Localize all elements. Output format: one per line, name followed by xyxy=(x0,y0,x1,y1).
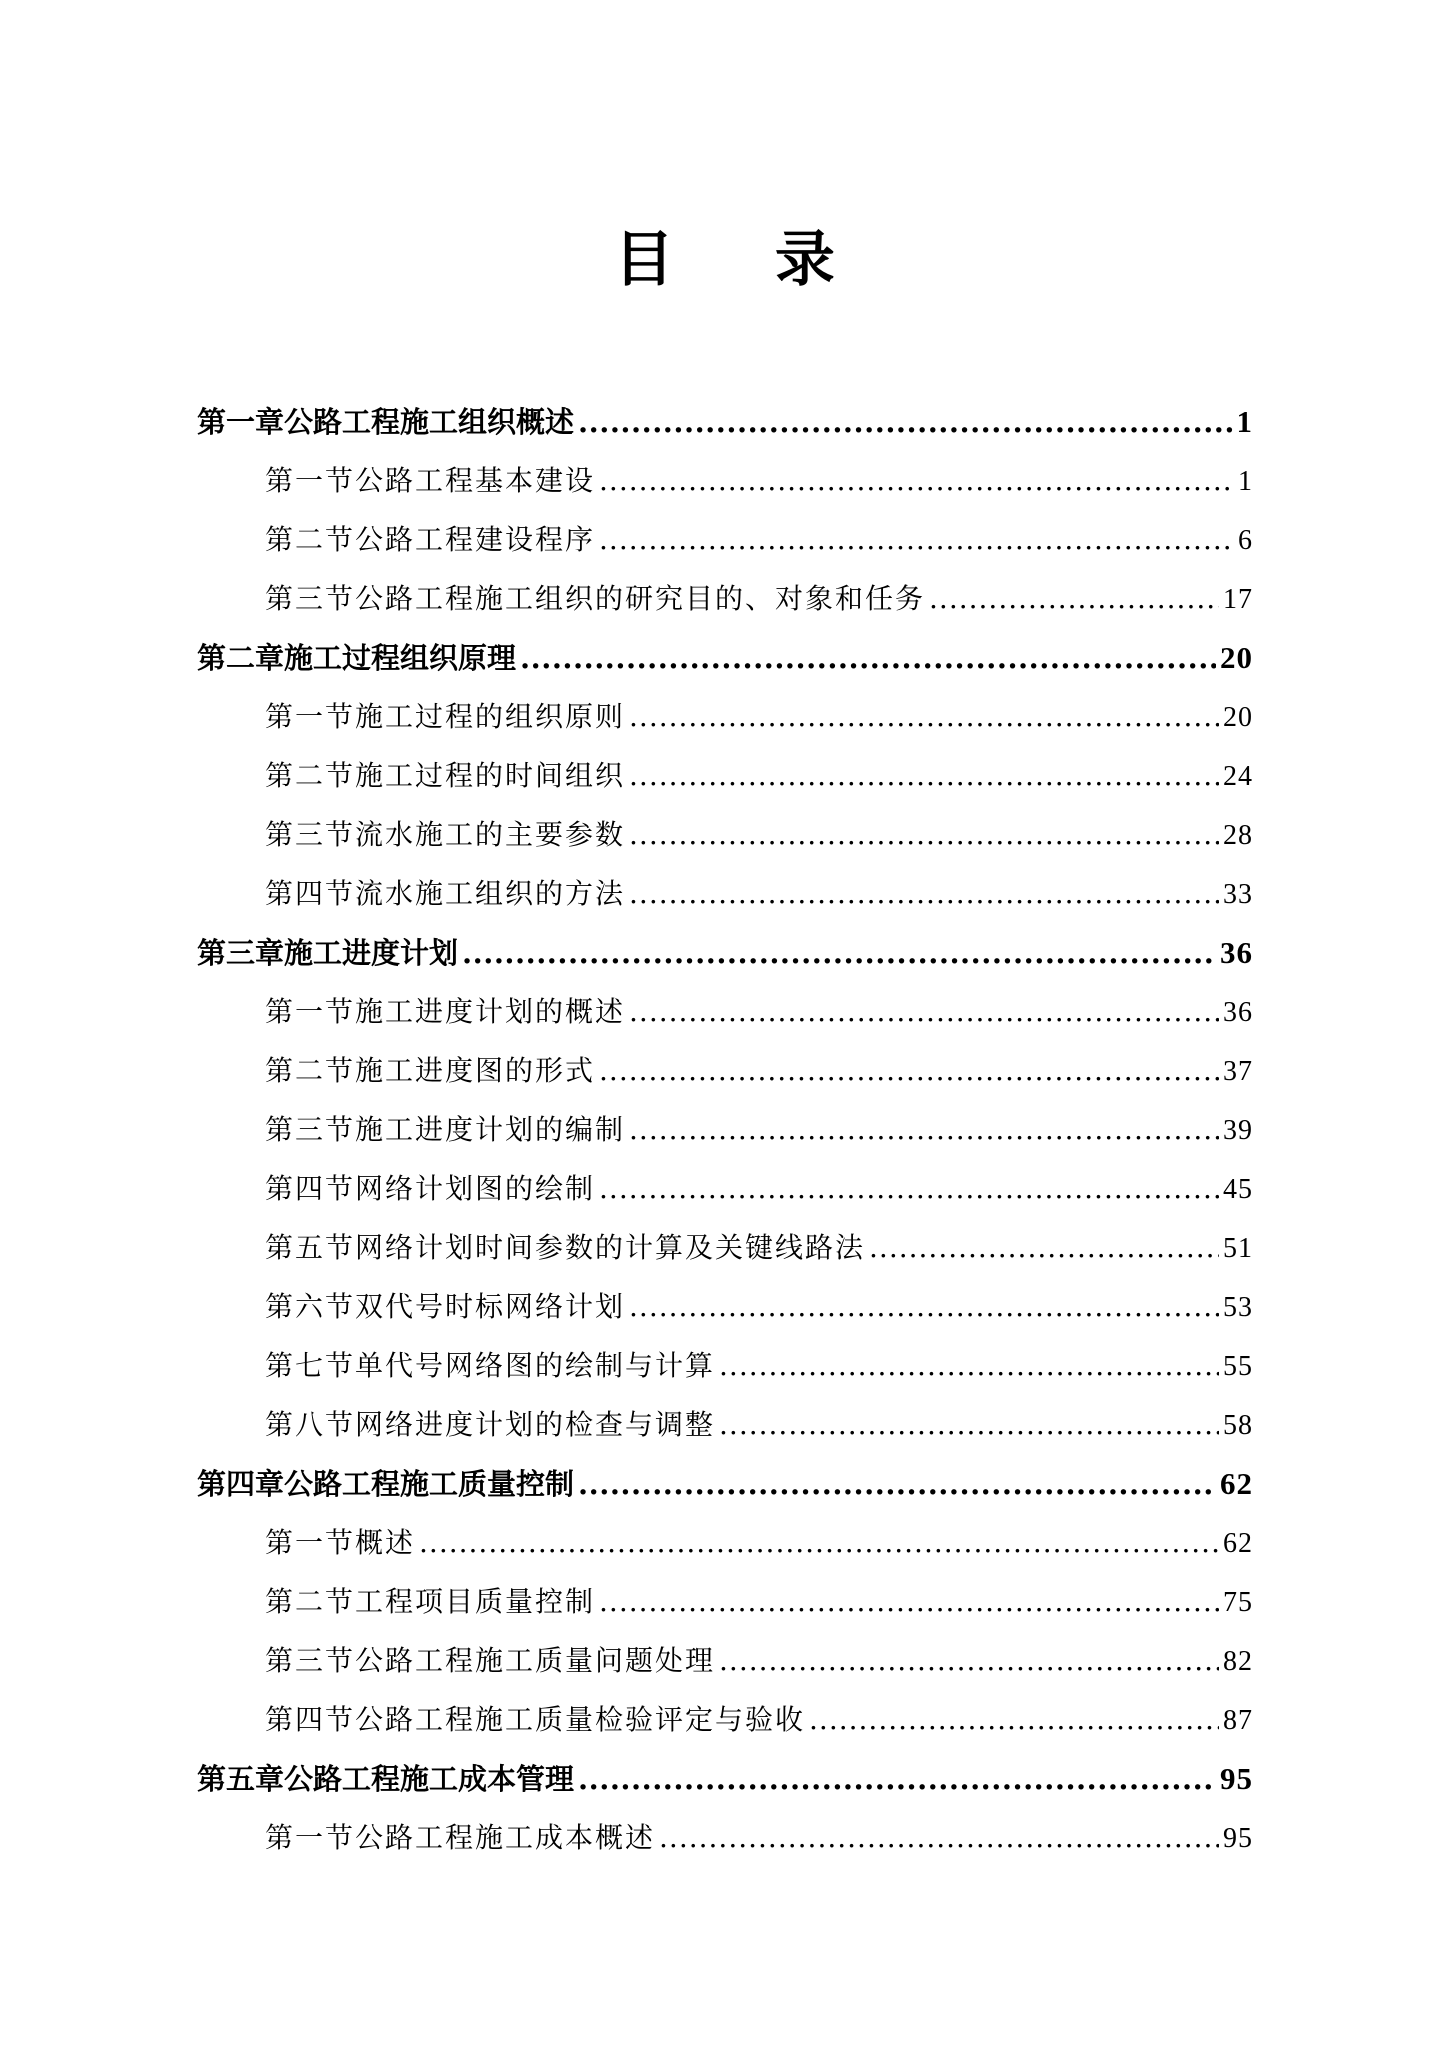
dot-leader xyxy=(462,924,1216,983)
dot-leader xyxy=(719,1395,1219,1454)
section-number: 第三节 xyxy=(265,582,356,615)
page-number: 95 xyxy=(1223,1823,1253,1854)
toc-section-entry[interactable] xyxy=(197,569,1253,628)
dot-leader xyxy=(869,1218,1219,1277)
section-title: 双代号时标网络计划 xyxy=(355,1290,626,1323)
section-title: 流水施工组织的方法 xyxy=(355,877,626,910)
section-title: 工程项目质量控制 xyxy=(355,1585,596,1618)
chapter-title: 公路工程施工质量控制 xyxy=(284,1467,575,1501)
section-title: 流水施工的主要参数 xyxy=(355,818,626,851)
dot-leader xyxy=(929,569,1219,628)
section-number: 第二节 xyxy=(265,759,356,792)
section-title: 概述 xyxy=(355,1526,416,1559)
page-number: 58 xyxy=(1223,1410,1253,1441)
page-number: 1 xyxy=(1238,466,1253,497)
page-number: 1 xyxy=(1236,404,1253,439)
toc-chapter-entry[interactable] xyxy=(197,923,1253,982)
page-number: 95 xyxy=(1220,1761,1253,1796)
page-title: 目 录 xyxy=(614,225,875,295)
dot-leader xyxy=(629,746,1219,805)
toc-section-entry[interactable] xyxy=(197,1100,1253,1159)
page-number: 20 xyxy=(1220,640,1253,675)
toc-section-entry[interactable] xyxy=(197,1572,1253,1631)
chapter-title: 公路工程施工成本管理 xyxy=(284,1762,575,1796)
section-title: 网络进度计划的检查与调整 xyxy=(355,1408,716,1441)
chapter-number: 第四章 xyxy=(197,1467,285,1501)
table-of-contents xyxy=(197,392,1253,1867)
section-title: 公路工程基本建设 xyxy=(355,464,596,497)
toc-section-entry[interactable] xyxy=(197,805,1253,864)
toc-chapter-entry[interactable] xyxy=(197,628,1253,687)
page-number: 45 xyxy=(1223,1174,1253,1205)
page-number: 62 xyxy=(1220,1466,1253,1501)
section-number: 第七节 xyxy=(265,1349,356,1382)
page-number: 6 xyxy=(1238,525,1253,556)
dot-leader xyxy=(629,864,1219,923)
chapter-number: 第五章 xyxy=(197,1762,285,1796)
dot-leader xyxy=(578,393,1232,452)
toc-section-entry[interactable] xyxy=(197,1513,1253,1572)
dot-leader xyxy=(599,510,1234,569)
page-number: 37 xyxy=(1223,1056,1253,1087)
section-number: 第八节 xyxy=(265,1408,356,1441)
section-number: 第二节 xyxy=(265,523,356,556)
section-title: 施工进度计划的概述 xyxy=(355,995,626,1028)
toc-section-entry[interactable] xyxy=(197,1395,1253,1454)
dot-leader xyxy=(629,1277,1219,1336)
toc-chapter-entry[interactable] xyxy=(197,1454,1253,1513)
dot-leader xyxy=(659,1808,1219,1867)
section-number: 第一节 xyxy=(265,700,356,733)
page-number: 24 xyxy=(1223,761,1253,792)
dot-leader xyxy=(578,1455,1216,1514)
dot-leader xyxy=(809,1690,1219,1749)
section-number: 第三节 xyxy=(265,818,356,851)
toc-section-entry[interactable] xyxy=(197,746,1253,805)
section-number: 第一节 xyxy=(265,1821,356,1854)
page-number: 33 xyxy=(1223,879,1253,910)
toc-section-entry[interactable] xyxy=(197,687,1253,746)
section-title: 公路工程施工质量检验评定与验收 xyxy=(355,1703,806,1736)
section-number: 第六节 xyxy=(265,1290,356,1323)
chapter-title: 公路工程施工组织概述 xyxy=(284,405,575,439)
section-title: 网络计划图的绘制 xyxy=(355,1172,596,1205)
dot-leader xyxy=(599,1159,1219,1218)
toc-section-entry[interactable] xyxy=(197,982,1253,1041)
toc-section-entry[interactable] xyxy=(197,1336,1253,1395)
section-number: 第二节 xyxy=(265,1054,356,1087)
dot-leader xyxy=(719,1631,1219,1690)
page-number: 20 xyxy=(1223,702,1253,733)
chapter-number: 第一章 xyxy=(197,405,285,439)
dot-leader xyxy=(629,805,1219,864)
page-number: 28 xyxy=(1223,820,1253,851)
section-number: 第四节 xyxy=(265,1172,356,1205)
page-number: 51 xyxy=(1223,1233,1253,1264)
dot-leader xyxy=(599,1572,1219,1631)
toc-section-entry[interactable] xyxy=(197,864,1253,923)
page-number: 36 xyxy=(1220,935,1253,970)
dot-leader xyxy=(629,982,1219,1041)
section-title: 公路工程施工成本概述 xyxy=(355,1821,656,1854)
toc-section-entry[interactable] xyxy=(197,1690,1253,1749)
section-title: 公路工程施工组织的研究目的、对象和任务 xyxy=(355,582,926,615)
toc-section-entry[interactable] xyxy=(197,1631,1253,1690)
page-number: 36 xyxy=(1223,997,1253,1028)
chapter-title: 施工进度计划 xyxy=(284,936,459,970)
section-number: 第三节 xyxy=(265,1644,356,1677)
page-number: 62 xyxy=(1223,1528,1253,1559)
dot-leader xyxy=(599,451,1234,510)
chapter-number: 第二章 xyxy=(197,641,285,675)
dot-leader xyxy=(520,629,1216,688)
section-number: 第五节 xyxy=(265,1231,356,1264)
dot-leader xyxy=(599,1041,1219,1100)
page-number: 82 xyxy=(1223,1646,1253,1677)
page-number: 55 xyxy=(1223,1351,1253,1382)
section-title: 单代号网络图的绘制与计算 xyxy=(355,1349,716,1382)
chapter-title: 施工过程组织原理 xyxy=(284,641,517,675)
page-number: 87 xyxy=(1223,1705,1253,1736)
toc-chapter-entry[interactable] xyxy=(197,1749,1253,1808)
section-title: 公路工程施工质量问题处理 xyxy=(355,1644,716,1677)
page-number: 39 xyxy=(1223,1115,1253,1146)
toc-section-entry[interactable] xyxy=(197,451,1253,510)
page-number: 53 xyxy=(1223,1292,1253,1323)
section-title: 施工进度计划的编制 xyxy=(355,1113,626,1146)
section-title: 公路工程建设程序 xyxy=(355,523,596,556)
page-number: 17 xyxy=(1223,584,1253,615)
section-number: 第一节 xyxy=(265,995,356,1028)
section-number: 第二节 xyxy=(265,1585,356,1618)
section-title: 施工过程的时间组织 xyxy=(355,759,626,792)
page-number: 75 xyxy=(1223,1587,1253,1618)
dot-leader xyxy=(719,1336,1219,1395)
chapter-number: 第三章 xyxy=(197,936,285,970)
section-number: 第一节 xyxy=(265,1526,356,1559)
section-number: 第四节 xyxy=(265,1703,356,1736)
dot-leader xyxy=(419,1513,1219,1572)
toc-section-entry[interactable] xyxy=(197,1159,1253,1218)
section-title: 网络计划时间参数的计算及关键线路法 xyxy=(355,1231,866,1264)
section-number: 第四节 xyxy=(265,877,356,910)
section-title: 施工过程的组织原则 xyxy=(355,700,626,733)
section-title: 施工进度图的形式 xyxy=(355,1054,596,1087)
toc-section-entry[interactable] xyxy=(197,510,1253,569)
section-number: 第三节 xyxy=(265,1113,356,1146)
section-number: 第一节 xyxy=(265,464,356,497)
toc-section-entry[interactable] xyxy=(197,1218,1253,1277)
toc-chapter-entry[interactable] xyxy=(197,392,1253,451)
toc-section-entry[interactable] xyxy=(197,1041,1253,1100)
dot-leader xyxy=(578,1750,1216,1809)
dot-leader xyxy=(629,687,1219,746)
toc-section-entry[interactable] xyxy=(197,1277,1253,1336)
dot-leader xyxy=(629,1100,1219,1159)
toc-section-entry[interactable] xyxy=(197,1808,1253,1867)
